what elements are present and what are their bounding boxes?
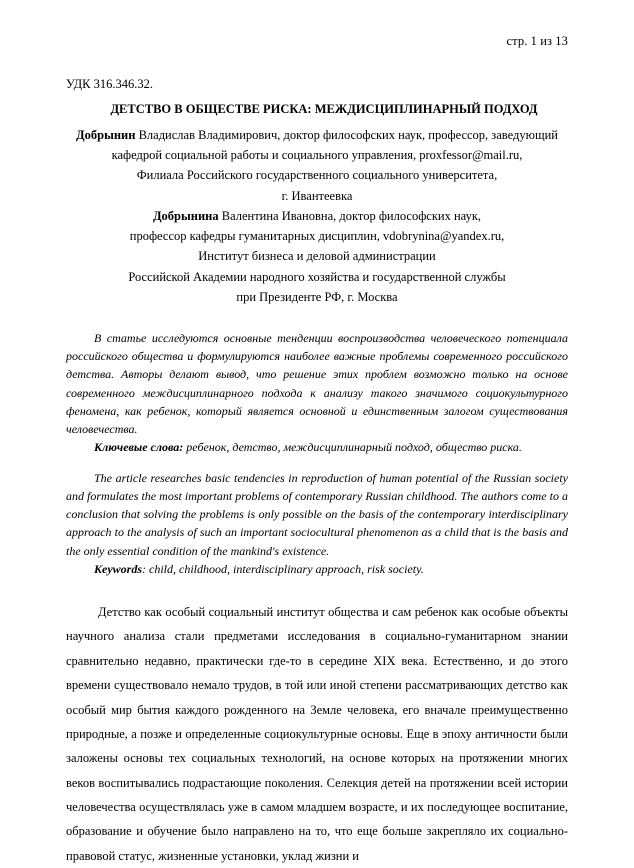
abstract-text-en: The article researches basic tendencies in reproduction of human potential of the Russian society and formulates the most important problems of contemporary Russian childhood. The authors come to a conclusion that solving the problems is only possible on the basis of the contemporary interdisciplinary approach to the analysis of such an important sociocultural phenomenon as a child that is the basis and the only essential condition of the mankind's existence. xyxy=(66,470,568,558)
keywords-value: ребенок, детство, междисциплинарный подход, общество риска. xyxy=(183,440,522,455)
keywords-label-en: Keywords xyxy=(94,561,142,576)
keywords-label: Ключевые слова: xyxy=(94,440,184,455)
abstract-russian xyxy=(66,329,568,457)
author-block xyxy=(66,125,568,307)
author-details: Владислав Владимирович, доктор философских наук, профессор, заведующий xyxy=(135,127,558,142)
author-details: профессор кафедры гуманитарных дисциплин, vdobrynina@yandex.ru, xyxy=(129,229,505,243)
author-line xyxy=(66,145,568,165)
author-line xyxy=(66,287,568,307)
body-content xyxy=(66,600,568,868)
author-line xyxy=(66,246,568,266)
udc-code: УДК 316.346.32. xyxy=(66,77,153,91)
author-line xyxy=(66,267,568,287)
body-paragraph: Детство как особый социальный институт общества и сам ребенок как особые объекты научного анализа стали предметами исследования в социально-гуманитарном знании сравнительно недавно, практически где-то в середине XIX века. Естественно, и до этого времени существовало немало трудов, в той или иной степени рассматривающих детство как особый мир бытия каждого рожденного на Земле человека, его вначале преимущественно природные, а позже и определенные социокультурные основы. Еще в эпоху античности были заложены основы тех социальных технологий, на основе которых на протяжении многих веков воспитывались подрастающие поколения. Селекция детей на протяжении всей истории человечества осуществлялась уже в самом младшем возрасте, и их последующее воспитание, образование и обучение было направлено на то, что еще больше закрепляло их социально-правовой статус, жизненные установки, уклад жизни и xyxy=(66,605,568,863)
author-details: Валентина Ивановна, доктор философских наук, xyxy=(218,208,482,223)
author-surname: Добрынин xyxy=(76,127,136,142)
author-line xyxy=(66,125,568,145)
author-details: при Президенте РФ, г. Москва xyxy=(236,289,398,304)
author-details: кафедрой социальной работы и социального управления, proxfessor@mail.ru, xyxy=(111,148,523,162)
keywords-russian xyxy=(66,438,568,456)
author-line xyxy=(66,206,568,226)
author-line xyxy=(66,226,568,246)
keywords-value-en: : child, childhood, interdisciplinary approach, risk society. xyxy=(142,561,424,576)
abstract-english xyxy=(66,469,568,578)
page-indicator: стр. 1 из 13 xyxy=(506,34,568,48)
abstract-text: В статье исследуются основные тенденции воспроизводства человеческого потенциала российского общества и формулируются наиболее важные проблемы современного российского детства. Авторы делают вывод, что решение этих проблем возможно только на основе современного междисциплинарного подхода к анализу такого значимого социокультурного феномена, как ребенок, который является основной и единственным залогом существования человечества. xyxy=(66,331,568,437)
author-surname: Добрынина xyxy=(152,208,219,223)
author-details: Филиала Российского государственного социального университета, xyxy=(136,168,498,183)
author-details: Институт бизнеса и деловой администрации xyxy=(198,249,436,264)
author-line xyxy=(66,165,568,185)
keywords-english xyxy=(66,560,568,578)
author-details: г. Ивантеевка xyxy=(281,188,353,203)
page-title: ДЕТСТВО В ОБЩЕСТВЕ РИСКА: МЕЖДИСЦИПЛИНАРНЫЙ ПОДХОД xyxy=(110,102,538,116)
spacer xyxy=(66,307,568,325)
author-details: Российской Академии народного хозяйства и государственной службы xyxy=(128,269,506,284)
author-line xyxy=(66,186,568,206)
